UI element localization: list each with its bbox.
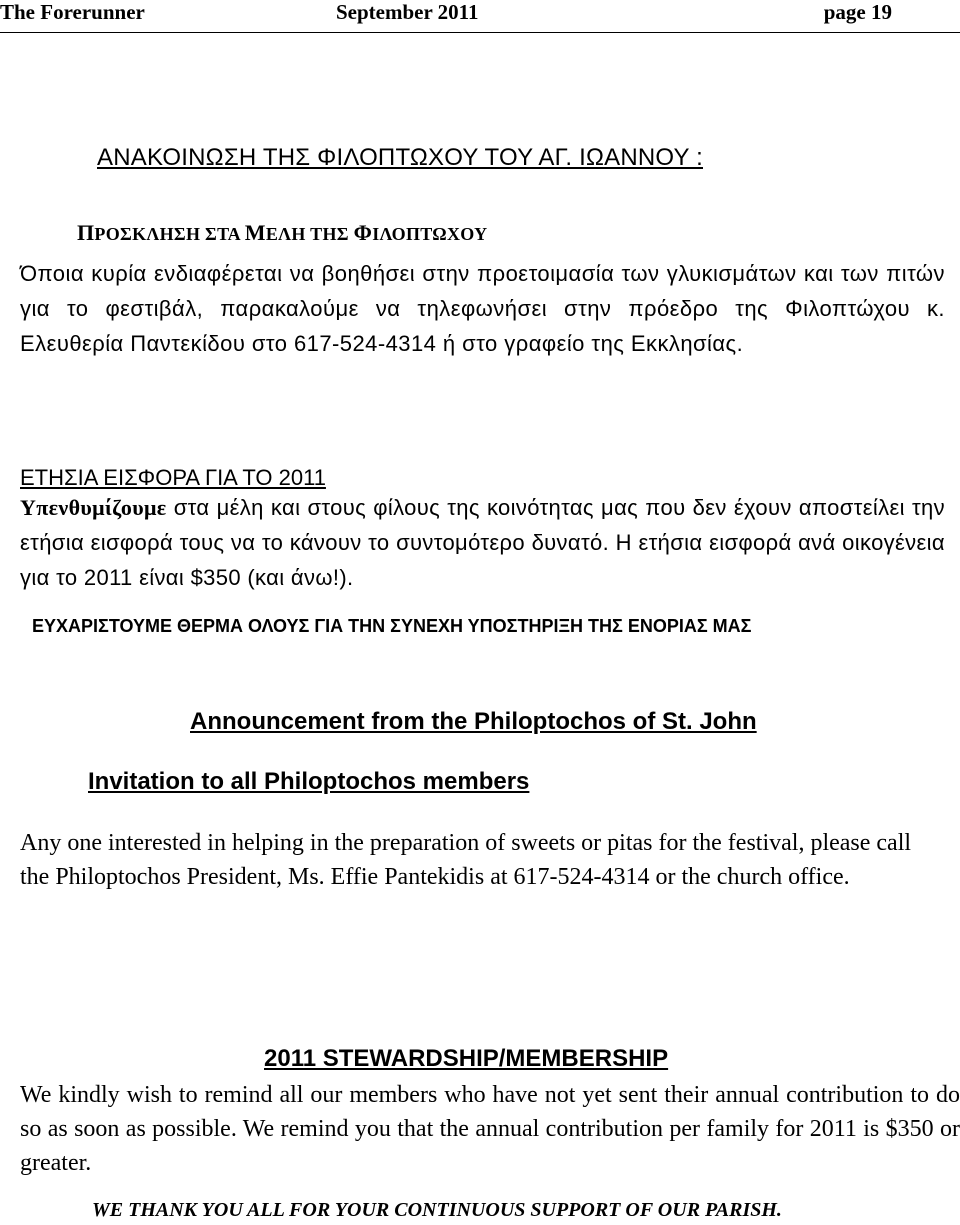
greek-contribution-lead: Υπενθυμίζουμε <box>20 495 167 520</box>
greek-invitation-title-part: ΡΟΣΚΛΗΣΗ ΣΤΑ <box>94 224 245 244</box>
english-invitation-title: Invitation to all Philoptochos members <box>88 768 530 795</box>
publication-name: The Forerunner <box>0 0 145 24</box>
greek-contribution-body: στα μέλη και στους φίλους της κοινότητας μας που δεν έχουν αποστείλει την ετήσια εισφορά τους να το κάνουν το συντομότερο δυνατό. Η ετήσια εισφορά ανά οικογένεια για το 2011 είναι $350 (και άνω!). <box>20 495 945 590</box>
english-announcement-title: Announcement from the Philoptochos of St. John <box>190 708 757 735</box>
greek-invitation-title-part: Μ <box>244 220 266 245</box>
greek-invitation-title <box>77 220 487 246</box>
issue-date: September 2011 <box>336 0 479 24</box>
greek-announcement-title: ΑΝΑΚΟΙΝΩΣΗ ΤΗΣ ΦΙΛΟΠΤΩΧΟΥ ΤΟΥ ΑΓ. ΙΩΑΝΝΟΥ : <box>97 144 703 171</box>
stewardship-title: 2011 STEWARDSHIP/MEMBERSHIP <box>264 1045 669 1072</box>
greek-invitation-title-part: Π <box>77 220 95 245</box>
greek-invitation-title-part: ΕΛΗ ΤΗΣ <box>265 224 354 244</box>
greek-contribution-title: ΕΤΗΣΙΑ ΕΙΣΦΟΡΑ ΓΙΑ ΤΟ 2011 <box>20 465 326 490</box>
greek-invitation-text: Όποια κυρία ενδιαφέρεται να βοηθήσει στην προετοιμασία των γλυκισμάτων και των πιτών για το φεστιβάλ, παρακαλούμε να τηλεφωνήσει στην πρόεδρο της Φιλοπτώχου κ. Ελευθερία Παντεκίδου στο 617-524-4314 ή στο γραφείο της Εκκλησίας. <box>20 261 945 356</box>
page-number: page 19 <box>823 0 892 24</box>
greek-invitation-title-part: ΙΛΟΠΤΩΧΟΥ <box>372 224 488 244</box>
greek-thanks: ΕΥΧΑΡΙΣΤΟΥΜΕ ΘΕΡΜΑ ΟΛΟΥΣ ΓΙΑ ΤΗΝ ΣΥΝΕΧΗ ΥΠΟΣΤΗΡΙΞΗ ΤΗΣ ΕΝΟΡΙΑΣ ΜΑΣ <box>32 616 752 636</box>
english-thanks: WE THANK YOU ALL FOR YOUR CONTINUOUS SUPPORT OF OUR PARISH. <box>92 1199 782 1221</box>
stewardship-text: We kindly wish to remind all our members who have not yet sent their annual contribution to do so as soon as possible. We remind you that the annual contribution per family for 2011 is $350 or greater. <box>20 1082 960 1176</box>
greek-contribution-text <box>20 490 945 595</box>
english-invitation-text: Any one interested in helping in the preparation of sweets or pitas for the festival, please call the Philoptochos President, Ms. Effie Pantekidis at 617-524-4314 or the church office. <box>20 830 912 890</box>
greek-invitation-title-part: Φ <box>353 220 373 245</box>
header-divider <box>0 32 960 33</box>
